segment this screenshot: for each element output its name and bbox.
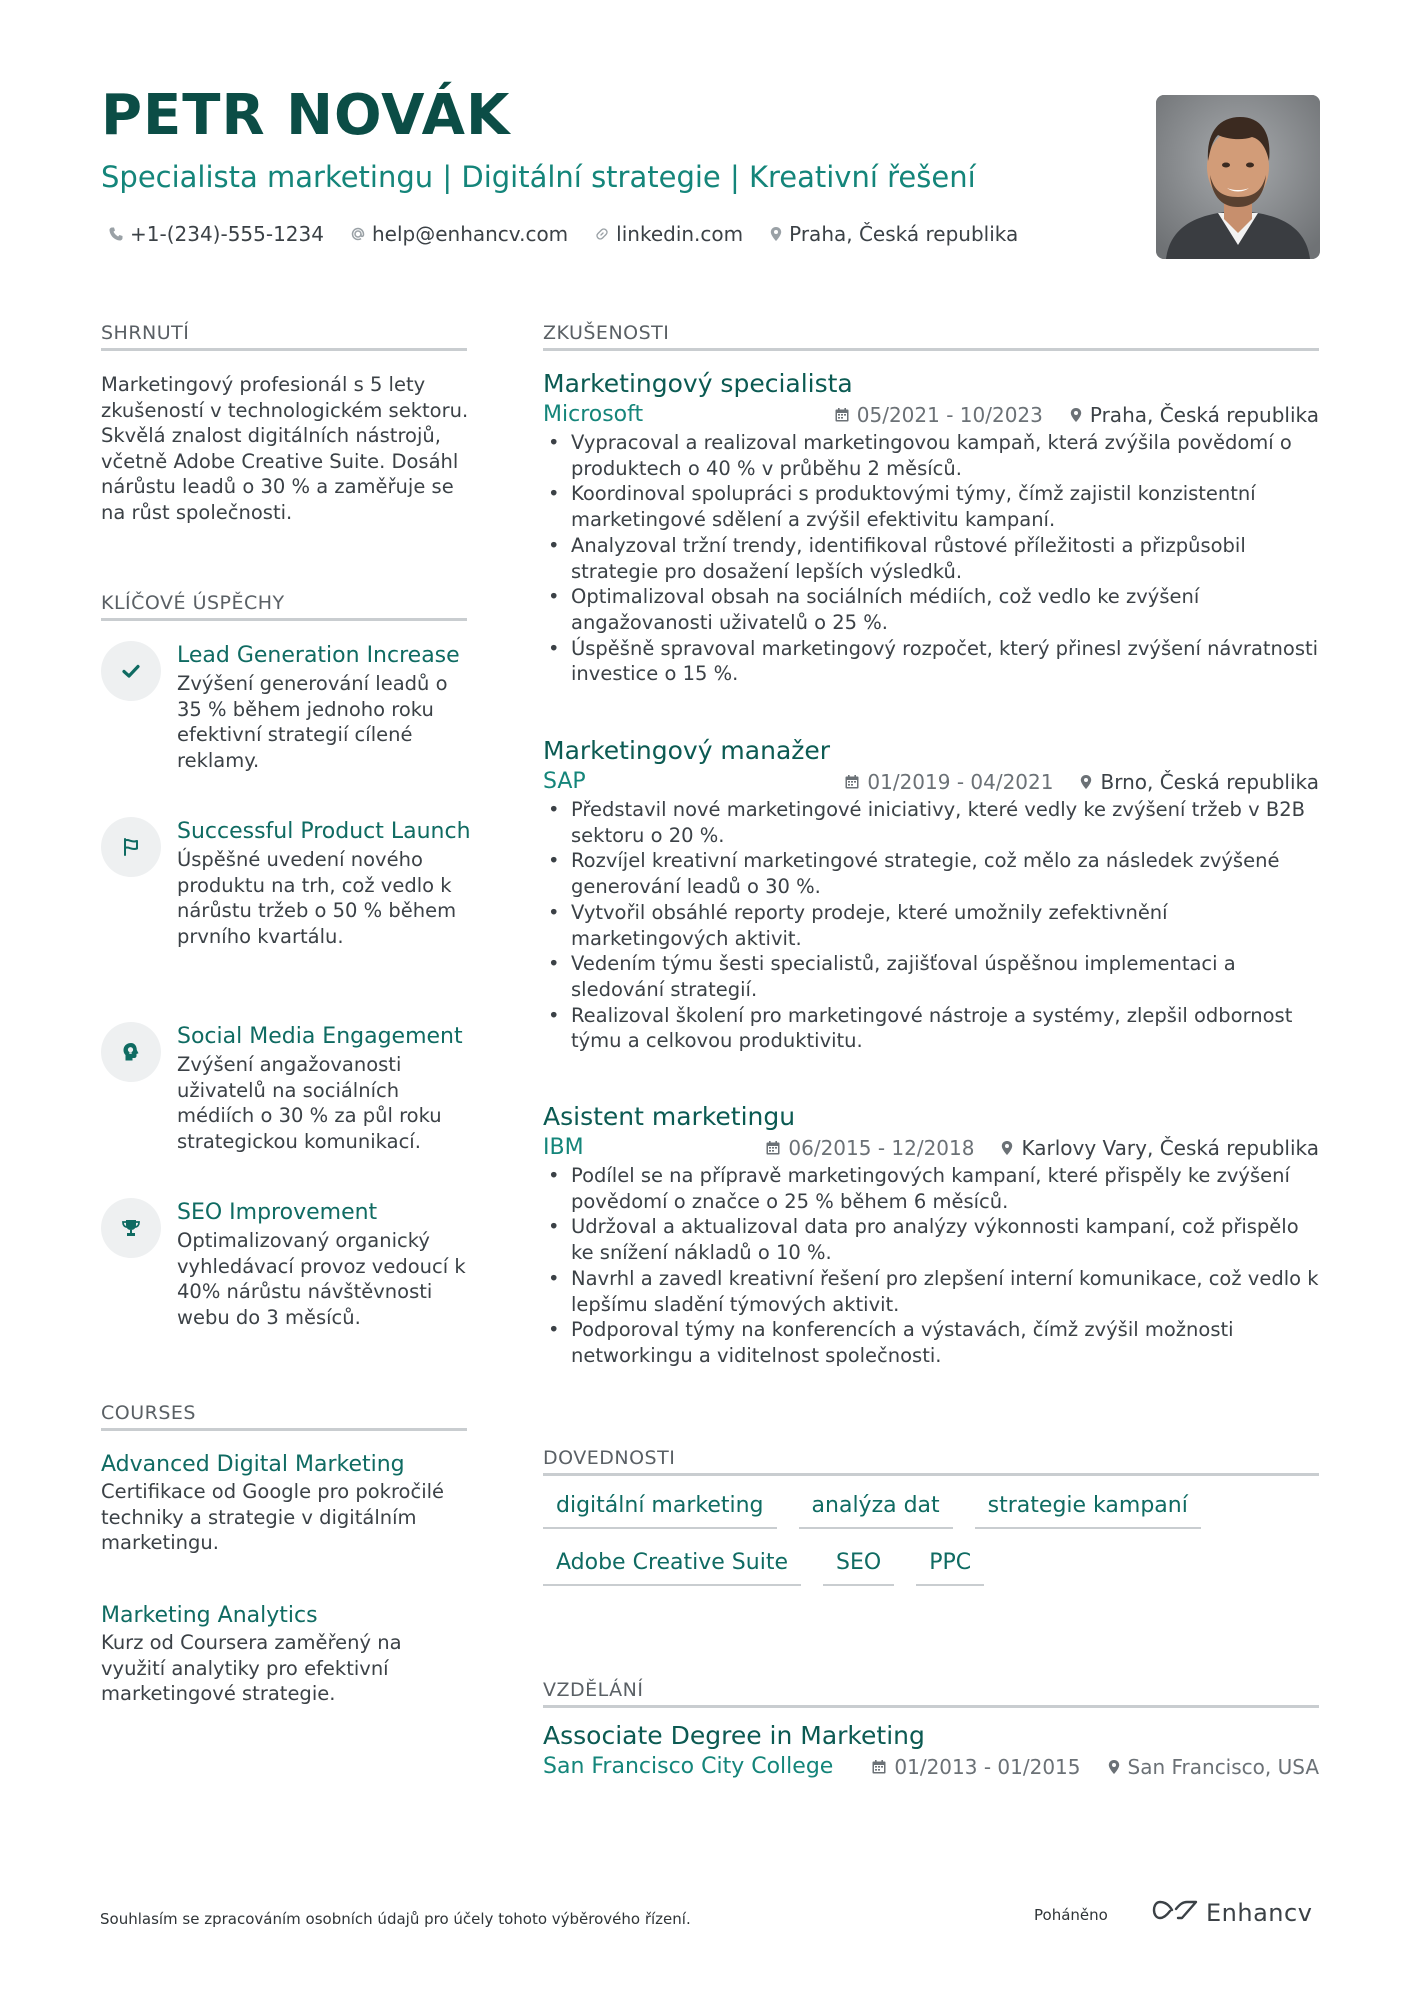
job-bullet: • Úspěšně spravoval marketingový rozpočet, který přinesl zvýšení návratnosti investice o 15 %. [543,636,1319,687]
contact-location-text: Praha, Česká republika [789,222,1019,246]
job-bullet: • Rozvíjel kreativní marketingové strategie, což mělo za následek zvýšené generování leadů o 30 %. [543,848,1319,899]
course-description: Certifikace od Google pro pokročilé techniky a strategie v digitálním marketingu. [101,1480,445,1554]
link-icon [594,226,610,242]
enhancv-logo-icon [1152,1898,1198,1927]
experience-item [543,368,1319,687]
head-idea-icon [101,1022,161,1082]
achievement-title: Successful Product Launch [177,819,471,844]
achievement-description: Úspěšné uvedení nového produktu na trh, což vedlo k nárůstu tržeb o 50 % během prvního kvartálu. [177,848,457,948]
achievement-description: Zvýšení generování leadů o 35 % během jednoho roku efektivní strategií cílené reklamy. [177,672,448,772]
education-degree: Associate Degree in Marketing [543,1721,925,1750]
calendar-icon [871,1759,887,1775]
achievement-title: Social Media Engagement [177,1024,463,1049]
summary-text: Marketingový profesionál s 5 lety zkušeností v technologickém sektoru. Skvělá znalost digitálních nástrojů, včetně Adobe Creative Suite. Dosáhl nárůstu leadů o 30 % a zaměřuje se na růst společnosti. [101,373,469,524]
job-title: Marketingový manažer [543,736,831,765]
contact-email-text: help@enhancv.com [371,222,569,246]
job-bullet: • Vedením týmu šesti specialistů, zajišťoval úspěšnou implementaci a sledování strategií. [543,951,1319,1002]
education-item [543,1720,1319,1779]
achievement-item [101,817,471,949]
job-bullet: • Vypracoval a realizoval marketingovou kampaň, která zvýšila povědomí o produktech o 40 % v průběhu 2 měsíců. [543,430,1319,481]
job-bullets [543,1163,1319,1369]
achievement-description: Optimalizovaný organický vyhledávací provoz vedoucí k 40% nárůstu návštěvnosti webu do 3 měsíců. [177,1229,466,1329]
job-company: Microsoft [543,402,644,427]
course-item [101,1450,471,1556]
job-bullet: • Koordinoval spolupráci s produktovými týmy, čímž zajistil konzistentní marketingové sdělení a zvýšil efektivitu kampaní. [543,481,1319,532]
job-bullet: • Analyzoval tržní trendy, identifikoval růstové příležitosti a přizpůsobil strategie pro dosažení lepších výsledků. [543,533,1319,584]
education-date: 01/2013 - 01/2015 [894,1754,1081,1779]
checkmark-icon [101,641,161,701]
job-bullets [543,797,1319,1054]
contact-email[interactable] [350,222,568,246]
job-bullet: • Udržoval a aktualizoval data pro analýzy výkonnosti kampaní, což přispělo ke snížení nákladů o 10 %. [543,1214,1319,1265]
job-date: 05/2021 - 10/2023 [856,402,1043,427]
contact-linkedin-text: linkedin.com [616,222,744,246]
candidate-headline: Specialista marketingu | Digitální strategie | Kreativní řešení [101,160,976,194]
candidate-name: PETR NOVÁK [101,83,511,148]
section-title-courses: COURSES [101,1402,467,1431]
course-item [101,1601,471,1707]
enhancv-logo[interactable] [1152,1898,1312,1927]
course-description: Kurz od Coursera zaměřený na využití analytiky pro efektivní marketingové strategie. [101,1631,402,1705]
achievement-item [101,1022,471,1154]
skills-list [543,1492,1319,1586]
course-title: Advanced Digital Marketing [101,1452,405,1477]
skill-tag: Adobe Creative Suite [543,1549,801,1586]
job-bullet: • Navrhl a zavedl kreativní řešení pro zlepšení interní komunikace, což vedlo k lepšímu sladění týmových aktivit. [543,1266,1319,1317]
job-title: Marketingový specialista [543,369,853,398]
contact-phone-text: +1-(234)-555-1234 [130,222,324,246]
section-title-education: VZDĚLÁNÍ [543,1679,1319,1708]
job-bullet: • Optimalizoval obsah na sociálních médiích, což vedlo ke zvýšení angažovanosti uživatelů o 25 %. [543,584,1319,635]
skill-tag: PPC [916,1549,984,1586]
achievement-item [101,641,471,773]
section-title-skills: DOVEDNOSTI [543,1447,1319,1476]
contact-phone[interactable] [108,222,324,246]
calendar-icon [765,1140,781,1156]
at-icon [350,226,366,242]
skill-tag: strategie kampaní [975,1492,1201,1529]
experience-item [543,735,1319,1054]
contact-linkedin[interactable] [594,222,743,246]
job-date: 01/2019 - 04/2021 [867,769,1054,794]
job-company: IBM [543,1135,584,1160]
job-bullet: • Představil nové marketingové iniciativy, které vedly ke zvýšení tržeb v B2B sektoru o 20 %. [543,797,1319,848]
experience-item [543,1101,1319,1369]
location-icon [1107,1759,1121,1775]
calendar-icon [834,407,850,423]
job-company: SAP [543,769,586,794]
achievement-title: Lead Generation Increase [177,643,460,668]
section-title-summary: SHRNUTÍ [101,322,467,351]
flag-icon [101,817,161,877]
job-bullet: • Podílel se na přípravě marketingových kampaní, které přispěly ke zvýšení povědomí o značce o 25 % během 6 měsíců. [543,1163,1319,1214]
skill-tag: digitální marketing [543,1492,777,1529]
skill-tag: SEO [823,1549,894,1586]
job-bullet: • Vytvořil obsáhlé reporty prodeje, které umožnily zefektivnění marketingových aktivit. [543,900,1319,951]
achievement-title: SEO Improvement [177,1200,378,1225]
skill-tag: analýza dat [799,1492,953,1529]
job-location: Brno, Česká republika [1100,769,1319,794]
education-location: San Francisco, USA [1127,1754,1319,1779]
location-icon [1000,1140,1014,1156]
achievement-description: Zvýšení angažovanosti uživatelů na sociálních médiích o 30 % za půl roku strategickou komunikací. [177,1053,442,1153]
job-date: 06/2015 - 12/2018 [788,1135,975,1160]
job-bullets [543,430,1319,687]
section-title-achievements: KLÍČOVÉ ÚSPĚCHY [101,592,467,621]
education-school: San Francisco City College [543,1754,834,1779]
job-location: Karlovy Vary, Česká republika [1021,1135,1319,1160]
enhancv-logo-text: Enhancv [1206,1898,1313,1927]
job-title: Asistent marketingu [543,1102,796,1131]
location-icon [769,226,783,242]
job-location: Praha, Česká republika [1089,402,1319,427]
contact-location [769,222,1018,246]
footer-consent: Souhlasím se zpracováním osobních údajů pro účely tohoto výběrového řízení. [100,1910,691,1928]
contact-bar [108,222,1018,246]
trophy-icon [101,1198,161,1258]
location-icon [1079,774,1093,790]
course-title: Marketing Analytics [101,1603,318,1628]
job-bullet: • Realizoval školení pro marketingové nástroje a systémy, zlepšil odbornost týmu a celkovou produktivitu. [543,1003,1319,1054]
phone-icon [108,226,124,242]
location-icon [1069,407,1083,423]
profile-photo [1156,95,1320,259]
footer-powered-by: Poháněno [1034,1906,1108,1924]
calendar-icon [844,774,860,790]
job-bullet: • Podporoval týmy na konferencích a výstavách, čímž zvýšil možnosti networkingu a viditelnost společnosti. [543,1317,1319,1368]
achievement-item [101,1198,471,1330]
section-title-experience: ZKUŠENOSTI [543,322,1319,351]
